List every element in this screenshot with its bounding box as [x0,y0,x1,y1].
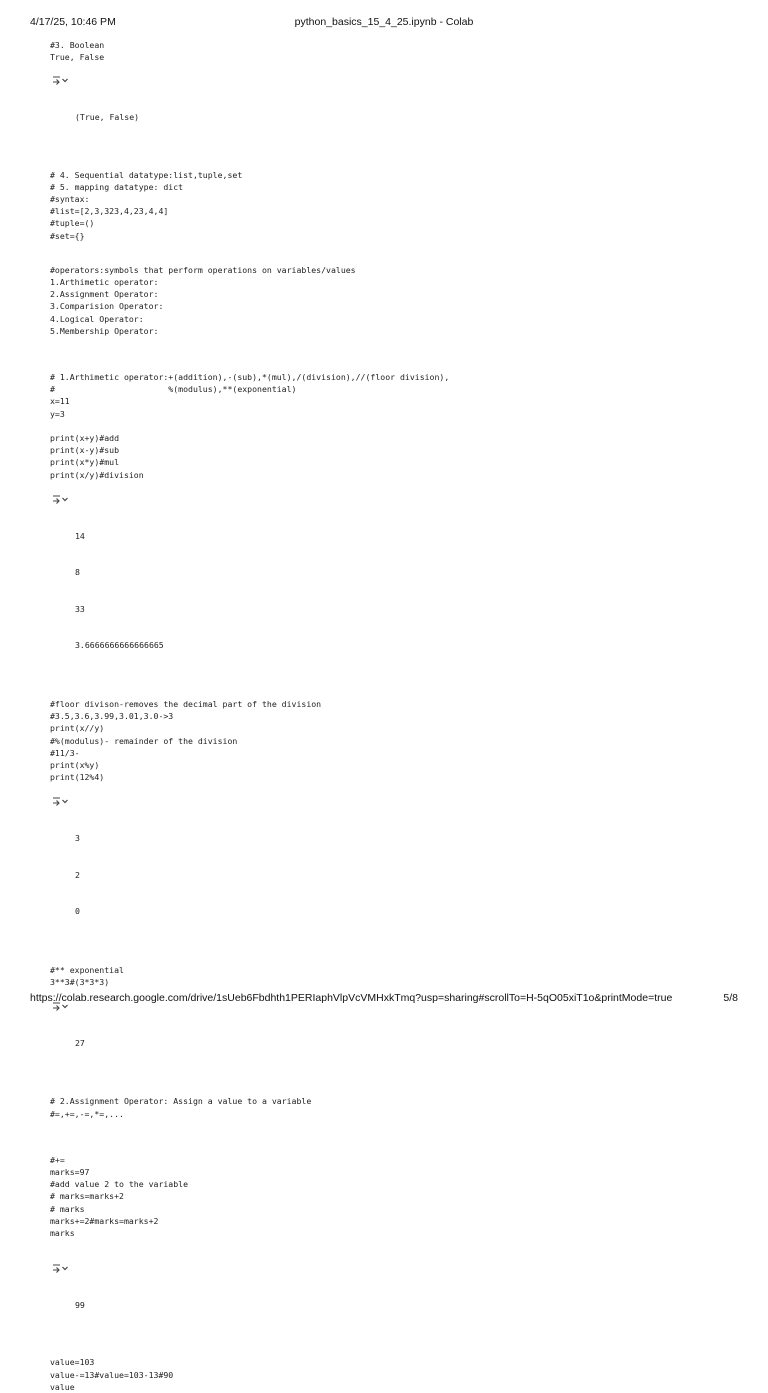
page-url: https://colab.research.google.com/drive/1sUeb6Fbdhth1PERIaphVlpVcVMHxkTmq?usp=sharing#scrollTo=H-5qO05xiT1o&printMode=true [30,992,673,1004]
output-line: 33 [75,603,85,614]
code-cell-boolean[interactable]: #3. Boolean True, False [50,40,105,63]
output-line: 2 [75,869,80,880]
output-line: 99 [75,1299,85,1310]
print-footer [0,992,768,1008]
notebook-title: python_basics_15_4_25.ipynb - Colab [294,16,474,28]
code-cell-arithmetic[interactable]: # 1.Arthimetic operator:+(addition),-(sub),*(mul),/(division),//(floor division), # %(modulus),**(exponential) x=11 y=3 print(x+y)#add print(x-y)#sub print(x*y)#mul print(x/y)#division [50,372,450,480]
code-cell-operators[interactable]: #operators:symbols that perform operations on variables/values 1.Arthimetic operator: 2.Assignment Operator: 3.Comparision Operator: 4.Logical Operator: 5.Membership Operator: [50,264,356,336]
page-number: 5/8 [723,992,738,1004]
code-cell-datatypes[interactable]: # 4. Sequential datatype:list,tuple,set # 5. mapping datatype: dict #syntax: #list=[2,3,323,4,23,4,4] #tuple=() #set={} [50,169,243,241]
code-cell-floor-modulus[interactable]: #floor divison-removes the decimal part of the division #3.5,3.6,3.99,3.01,3.0->3 print(x//y) #%(modulus)- remainder of the division #11/3- print(x%y) print(12%4) [50,698,322,783]
code-cell-assignment[interactable]: # 2.Assignment Operator: Assign a value to a variable #=,+=,-=,*=,... [50,1096,312,1119]
output-cell-plus-equals [50,1262,740,1335]
code-cell-plus-equals[interactable]: #+= marks=97 #add value 2 to the variable # marks=marks+2 # marks marks+=2#marks=marks+2 marks [50,1154,189,1239]
output-line: 0 [75,906,80,917]
output-line: 14 [75,530,85,541]
output-toggle-icon[interactable] [52,795,70,807]
print-header [0,16,768,32]
print-datetime: 4/17/25, 10:46 PM [30,16,116,28]
output-toggle-icon[interactable] [52,493,70,505]
output-line: 3.6666666666666665 [75,640,164,651]
code-cell-exponential[interactable]: #** exponential 3**3#(3*3*3) [50,964,124,987]
output-cell-arithmetic [50,493,740,676]
output-cell-boolean [50,74,740,147]
code-cell-minus-equals[interactable]: value=103 value-=13#value=103-13#90 value [50,1357,174,1392]
output-line: 8 [75,567,80,578]
output-toggle-icon[interactable] [52,74,70,86]
output-cell-exponential [50,1000,740,1073]
notebook-content [50,39,740,1393]
output-line: 27 [75,1037,85,1048]
output-line: (True, False) [75,112,140,123]
output-toggle-icon[interactable] [52,1262,70,1274]
output-cell-floor-modulus [50,795,740,941]
output-line: 3 [75,832,80,843]
